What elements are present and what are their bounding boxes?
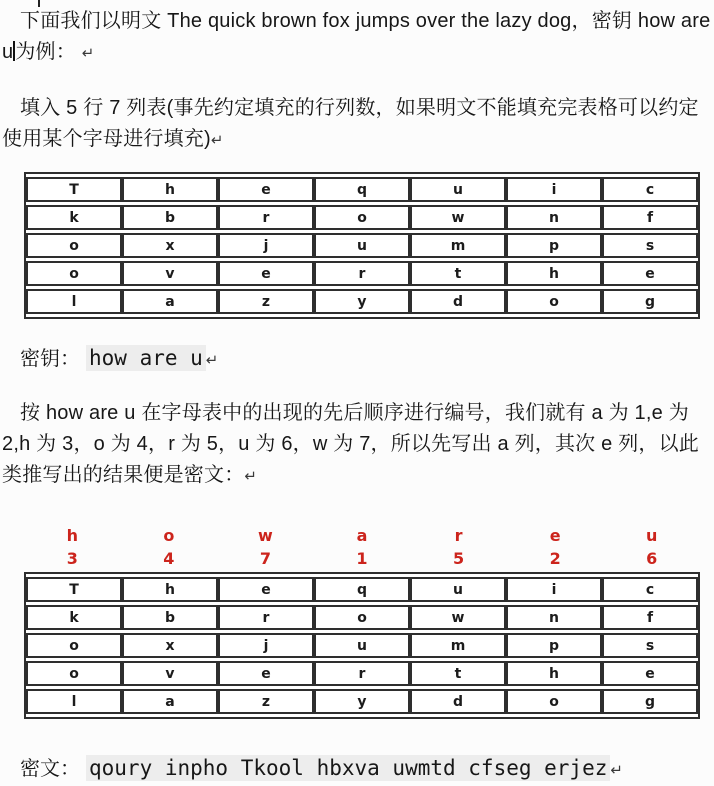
paragraph-numbering-rule-text: 按 how are u 在字母表中的出现的先后顺序进行编号，我们就有 a 为 1,e 为 2,h 为 3，o 为 4，r 为 5，u 为 6，w 为 7，所以先写出 a 列，其次 e 列，以此类推写出的结果便是密文： bbox=[2, 402, 700, 486]
table-cell: o bbox=[26, 261, 122, 286]
table-cell: r bbox=[218, 205, 314, 230]
table-cell: u bbox=[410, 577, 506, 602]
table-cell: q bbox=[314, 577, 410, 602]
table-cell: y bbox=[314, 289, 410, 314]
table-cell: a bbox=[122, 689, 218, 714]
table-row bbox=[26, 689, 698, 714]
table-row bbox=[26, 289, 698, 314]
table-row bbox=[26, 661, 698, 686]
table-cell: l bbox=[26, 289, 122, 314]
table-cell: c bbox=[602, 177, 698, 202]
table-cell: o bbox=[26, 633, 122, 658]
key-order-number: 7 bbox=[259, 549, 271, 568]
table-cell: b bbox=[122, 605, 218, 630]
table-cell: o bbox=[506, 689, 602, 714]
paragraph-table-rule-text: 填入 5 行 7 列表(事先约定填充的行列数，如果明文不能填充完表格可以约定使用某个字母进行填充) bbox=[2, 97, 699, 150]
table-row bbox=[26, 633, 698, 658]
table-cell: e bbox=[602, 661, 698, 686]
table-cell: r bbox=[314, 661, 410, 686]
table-cell: T bbox=[26, 577, 122, 602]
table-cell: u bbox=[410, 177, 506, 202]
table-cell: w bbox=[410, 205, 506, 230]
table-cell: z bbox=[218, 689, 314, 714]
key-order-number: 4 bbox=[163, 549, 175, 568]
table-cell: u bbox=[314, 233, 410, 258]
table-row bbox=[26, 605, 698, 630]
table-cell: e bbox=[218, 661, 314, 686]
key-order-number: 6 bbox=[646, 549, 658, 568]
paragraph-intro-tail: 为例： bbox=[15, 41, 76, 63]
cipher-value: qoury inpho Tkool hbxva uwmtd cfseg erjez bbox=[86, 755, 610, 781]
table-cell: t bbox=[410, 261, 506, 286]
table-cell: a bbox=[122, 289, 218, 314]
table-cell: v bbox=[122, 661, 218, 686]
table-cell: m bbox=[410, 233, 506, 258]
paragraph-table-rule[interactable] bbox=[2, 93, 712, 156]
table-cell: i bbox=[506, 177, 602, 202]
key-letters-row bbox=[24, 524, 700, 547]
key-column-header bbox=[24, 524, 700, 570]
paragraph-numbering-rule[interactable] bbox=[2, 398, 712, 492]
table-cell: j bbox=[218, 633, 314, 658]
table-cell: q bbox=[314, 177, 410, 202]
table-cell: d bbox=[410, 689, 506, 714]
table-cell: x bbox=[122, 633, 218, 658]
key-letter: a bbox=[356, 526, 368, 545]
table-cell: p bbox=[506, 233, 602, 258]
table-row bbox=[26, 177, 698, 202]
table-cell: s bbox=[602, 633, 698, 658]
table-cell: T bbox=[26, 177, 122, 202]
table-cell: i bbox=[506, 577, 602, 602]
table-cell: w bbox=[410, 605, 506, 630]
key-order-number: 5 bbox=[452, 549, 465, 568]
table-cell: b bbox=[122, 205, 218, 230]
table-cell: p bbox=[506, 633, 602, 658]
table-cell: k bbox=[26, 205, 122, 230]
key-letter: h bbox=[66, 526, 78, 545]
table-cell: m bbox=[410, 633, 506, 658]
table-cell: h bbox=[506, 261, 602, 286]
table-cell: c bbox=[602, 577, 698, 602]
table-cell: d bbox=[410, 289, 506, 314]
table-cell: u bbox=[314, 633, 410, 658]
table-cell: r bbox=[314, 261, 410, 286]
key-letter: e bbox=[549, 526, 561, 545]
table-cell: f bbox=[602, 605, 698, 630]
cipher-label: 密文： bbox=[20, 758, 80, 780]
table-cell: g bbox=[602, 689, 698, 714]
table-cell: g bbox=[602, 289, 698, 314]
plaintext-table bbox=[24, 172, 700, 319]
key-order-number: 2 bbox=[549, 549, 561, 568]
key-letter: o bbox=[163, 526, 175, 545]
table-cell: t bbox=[410, 661, 506, 686]
table-cell: v bbox=[122, 261, 218, 286]
table-cell: o bbox=[26, 661, 122, 686]
cipher-order-table bbox=[24, 572, 700, 719]
key-value: how are u bbox=[86, 345, 206, 371]
table-cell: e bbox=[218, 177, 314, 202]
return-mark-icon: ↵ bbox=[210, 131, 224, 149]
table-row bbox=[26, 577, 698, 602]
table-cell: s bbox=[602, 233, 698, 258]
table-cell: z bbox=[218, 289, 314, 314]
table-cell: o bbox=[26, 233, 122, 258]
paragraph-intro[interactable] bbox=[2, 6, 712, 69]
table-cell: o bbox=[314, 205, 410, 230]
table-cell: y bbox=[314, 689, 410, 714]
key-letter: w bbox=[258, 526, 273, 545]
key-line[interactable] bbox=[2, 343, 712, 376]
table-cell: j bbox=[218, 233, 314, 258]
table-cell: n bbox=[506, 205, 602, 230]
table-row bbox=[26, 261, 698, 286]
table-cell: o bbox=[506, 289, 602, 314]
key-label: 密钥： bbox=[20, 348, 80, 370]
key-order-number: 1 bbox=[356, 549, 368, 568]
return-mark-icon: ↵ bbox=[244, 467, 258, 485]
table-cell: h bbox=[122, 577, 218, 602]
table-cell: r bbox=[218, 605, 314, 630]
table-row bbox=[26, 233, 698, 258]
stray-caret-artifact bbox=[38, 0, 40, 7]
table-cell: e bbox=[602, 261, 698, 286]
table-cell: e bbox=[218, 261, 314, 286]
table-cell: o bbox=[314, 605, 410, 630]
table-cell: f bbox=[602, 205, 698, 230]
paragraph-intro-text: 下面我们以明文 The quick brown fox jumps over the lazy dog，密钥 how are u bbox=[2, 10, 711, 63]
table-cell: h bbox=[122, 177, 218, 202]
table-row bbox=[26, 205, 698, 230]
table-cell: h bbox=[506, 661, 602, 686]
return-mark-icon: ↵ bbox=[610, 761, 623, 779]
key-order-number: 3 bbox=[66, 549, 78, 568]
key-letter: u bbox=[646, 526, 658, 545]
table-cell: e bbox=[218, 577, 314, 602]
table-cell: x bbox=[122, 233, 218, 258]
table-cell: k bbox=[26, 605, 122, 630]
return-mark-icon: ↵ bbox=[205, 351, 219, 369]
key-numbers-row bbox=[24, 547, 700, 570]
key-letter: r bbox=[454, 526, 463, 545]
table-cell: n bbox=[506, 605, 602, 630]
table-cell: l bbox=[26, 689, 122, 714]
cipher-line[interactable] bbox=[2, 753, 712, 786]
return-mark-icon: ↵ bbox=[81, 44, 95, 62]
